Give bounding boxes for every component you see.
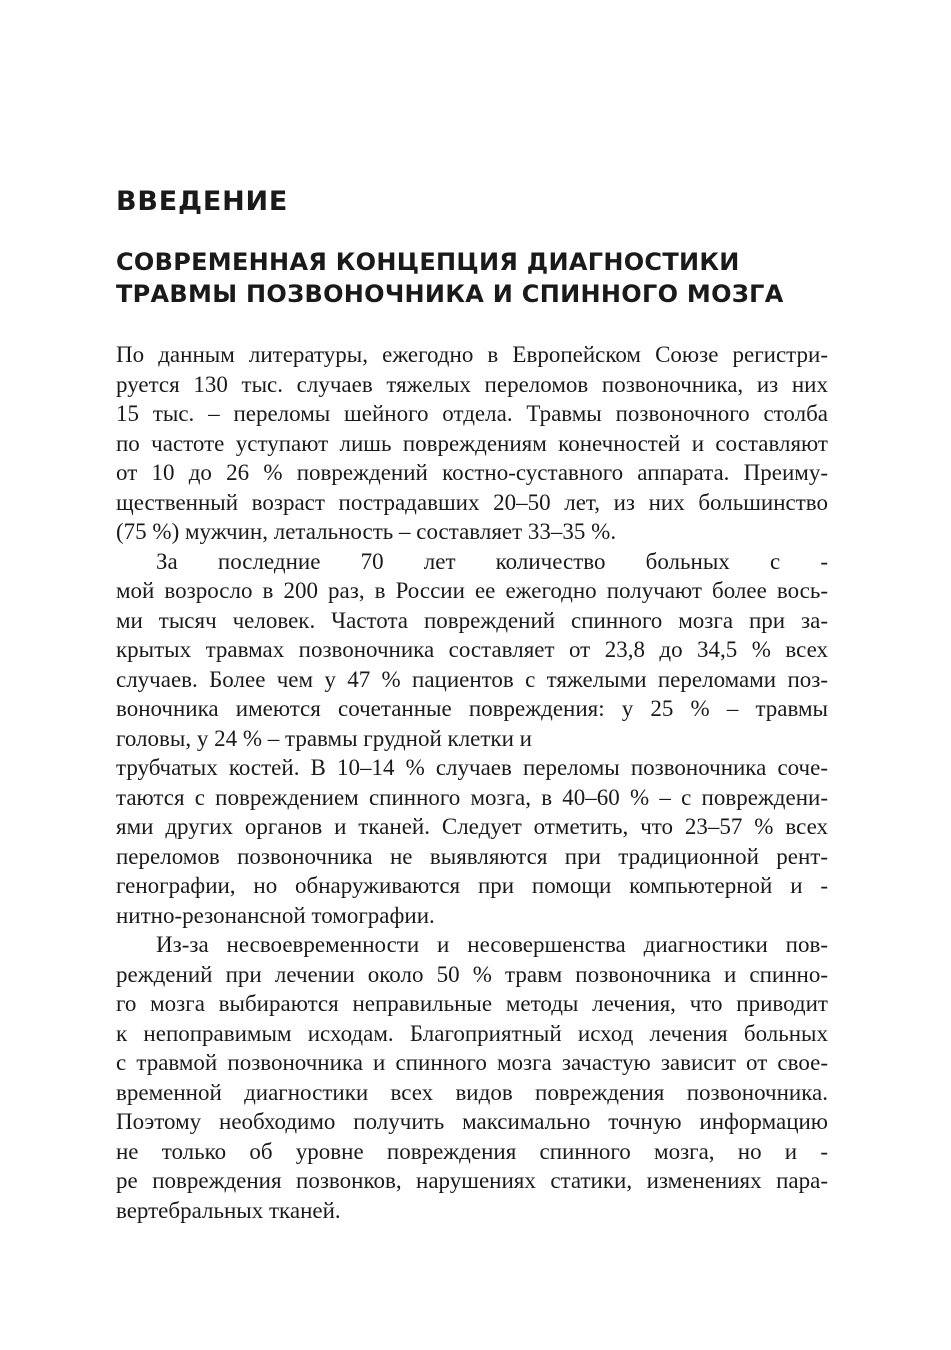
body-line: воночника имеются сочетанные повреждения: у 25 % – травмы [116,696,828,721]
body-line: головы, у 24 % – травмы грудной клетки и [116,725,532,751]
body-line: Поэтому необходимо получить максимально точную информацию [116,1109,828,1134]
body-line: 15 тыс. – переломы шейного отдела. Травмы позвоночного столба [116,401,828,426]
body-line: Из-за несвоевременности и несовершенства диагностики пов- [156,932,828,957]
body-line: таются с повреждением спинного мозга, в 40–60 % – с повреждени- [116,784,828,810]
body-line: случаев. Более чем у 47 % пациентов с тяжелыми переломами поз- [116,666,828,692]
body-line: (75 %) мужчин, летальность – составляет 33–35 %. [116,519,617,544]
body-line: генографии, но обнаруживаются при помощи компьютерной и - [116,873,828,898]
body-line: не только об уровне повреждения спинного мозга, но и - [116,1138,828,1164]
body-line: от 10 до 26 % повреждений костно-суставного аппарата. Преиму- [116,460,828,485]
body-line: временной диагностики всех видов повреждения позвоночника. [116,1079,828,1105]
body-line: мой возросло в 200 раз, в России ее ежегодно получают более вось- [116,578,828,603]
body-line: руется 130 тыс. случаев тяжелых переломов позвоночника, из них [116,371,828,397]
body-line: го мозга выбираются неправильные методы лечения, что приводит [116,991,828,1016]
body-line: По данным литературы, ежегодно в Европейском Союзе регистри- [116,342,828,367]
body-line: крытых травмах позвоночника составляет от 23,8 до 34,5 % всех [116,637,828,662]
body-line: За последние 70 лет количество больных с - [156,548,828,574]
body-line: щественный возраст пострадавших 20–50 лет, из них большинство [116,489,828,515]
body-line: ями других органов и тканей. Следует отметить, что 23–57 % всех [116,814,828,839]
body-line: реждений при лечении около 50 % травм позвоночника и спинно- [116,961,828,987]
body-line: вертебральных тканей. [116,1197,341,1223]
body-line: с травмой позвоночника и спинного мозга зачастую зависит от свое- [116,1050,828,1075]
body-line: ми тысяч человек. Частота повреждений спинного мозга при за- [116,607,828,633]
section-title-line: СОВРЕМЕННАЯ КОНЦЕПЦИЯ ДИАГНОСТИКИ [116,248,740,276]
document-page [116,0,828,1350]
body-line: нитно-резонансной томографии. [116,902,435,928]
body-line: трубчатых костей. В 10–14 % случаев переломы позвоночника соче- [116,755,828,780]
section-title-line: ТРАВМЫ ПОЗВОНОЧНИКА И СПИННОГО МОЗГА [116,280,784,308]
body-line: по частоте уступают лишь повреждениям конечностей и составляют [116,430,828,456]
section-title [116,246,828,310]
chapter-title: ВВЕДЕНИЕ [116,186,289,217]
body-line: ре повреждения позвонков, нарушениях статики, изменениях пара- [116,1168,828,1193]
body-text [116,340,828,1225]
body-line: переломов позвоночника не выявляются при традиционной рент- [116,843,828,869]
body-line: к непоправимым исходам. Благоприятный исход лечения больных [116,1020,828,1046]
